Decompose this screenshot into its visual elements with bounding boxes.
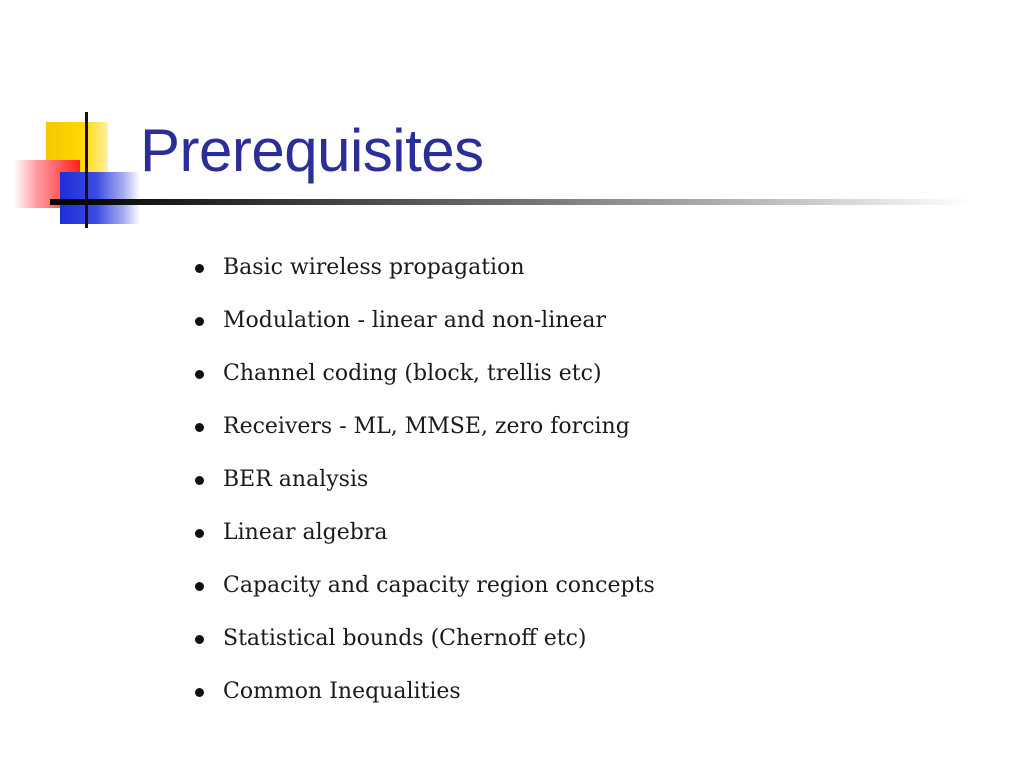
bullet-dot-icon <box>195 423 204 432</box>
bullet-text: Linear algebra <box>223 520 388 545</box>
bullet-text: Common Inequalities <box>223 679 461 704</box>
bullet-text: Modulation - linear and non-linear <box>223 308 607 333</box>
bullet-text: Statistical bounds (Chernoff etc) <box>223 626 587 651</box>
title-underline-rule <box>50 199 970 205</box>
bullet-item <box>195 623 655 676</box>
bullet-dot-icon <box>195 582 204 591</box>
bullet-item <box>195 305 655 358</box>
bullet-dot-icon <box>195 635 204 644</box>
bullet-text: Basic wireless propagation <box>223 255 525 280</box>
bullet-text: Capacity and capacity region concepts <box>223 573 655 598</box>
bullet-item <box>195 358 655 411</box>
bullet-dot-icon <box>195 688 204 697</box>
crosshair-vertical-line <box>85 112 88 228</box>
bullet-item <box>195 517 655 570</box>
bullet-dot-icon <box>195 476 204 485</box>
bullet-dot-icon <box>195 529 204 538</box>
bullet-dot-icon <box>195 317 204 326</box>
slide-title: Prerequisites <box>140 117 484 184</box>
bullet-dot-icon <box>195 370 204 379</box>
bullet-text: Receivers - ML, MMSE, zero forcing <box>223 414 630 439</box>
bullet-item <box>195 570 655 623</box>
bullet-text: Channel coding (block, trellis etc) <box>223 361 602 386</box>
bullet-item <box>195 464 655 517</box>
bullet-item <box>195 411 655 464</box>
bullet-text: BER analysis <box>223 467 369 492</box>
bullet-dot-icon <box>195 264 204 273</box>
bullet-item <box>195 252 655 305</box>
blue-square <box>60 172 140 224</box>
bullet-list <box>195 252 655 729</box>
bullet-item <box>195 676 655 729</box>
